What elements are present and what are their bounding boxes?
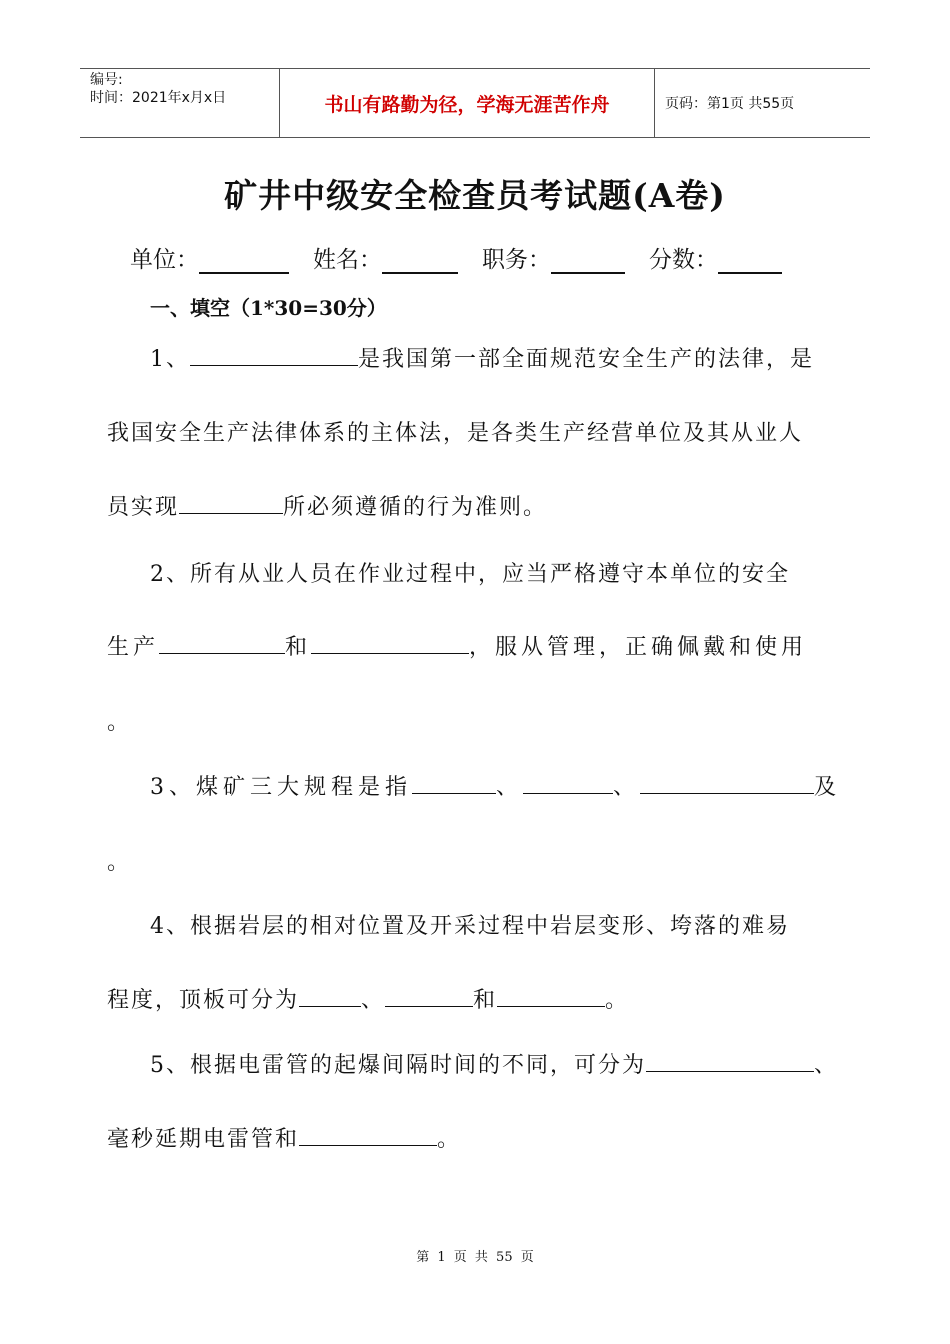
q4-text2b: 和 (473, 988, 498, 1013)
q1-text3a: 员实现 (107, 495, 180, 520)
q5-text2b: 。 (437, 1127, 462, 1152)
unit-blank[interactable] (199, 248, 289, 274)
q1-line2: 我国安全生产法律体系的主体法，是各类生产经营单位及其从业人 (107, 421, 804, 446)
q2-line2 (107, 630, 807, 661)
q5-line2 (107, 1122, 461, 1153)
score-label: 分数： (649, 247, 718, 273)
q5-text1b: 、 (814, 1053, 839, 1078)
q5-text1a: 5、根据电雷管的起爆间隔时间的不同，可分为 (150, 1053, 646, 1078)
q1-blank1[interactable] (190, 343, 358, 366)
q3-text1a: 3、煤矿三大规程是指 (150, 775, 412, 800)
q2-line1: 2、所有从业人员在作业过程中，应当严格遵守本单位的安全 (150, 562, 790, 587)
q3-blank1[interactable] (412, 771, 496, 794)
q4-blank1[interactable] (299, 984, 361, 1007)
q5-text2a: 毫秒延期电雷管和 (107, 1127, 300, 1152)
q3-blank2[interactable] (523, 771, 613, 794)
q4-text2c: 。 (605, 988, 630, 1013)
q4-text2a: 程度，顶板可分为 (107, 988, 300, 1013)
q1-text3b: 所必须遵循的行为准则。 (283, 495, 548, 520)
q2-line3: 。 (107, 710, 132, 735)
q1-line1 (150, 342, 814, 373)
q3-blank3[interactable] (640, 771, 814, 794)
q3-line1 (150, 770, 841, 801)
q2-blank1[interactable] (159, 631, 285, 654)
q4-blank2[interactable] (385, 984, 473, 1007)
code-label: 编号: (90, 72, 123, 88)
section-heading: 一、填空（1*30=30分） (150, 296, 387, 320)
q5-blank2[interactable] (299, 1123, 437, 1146)
q1-text1: 是我国第一部全面规范安全生产的法律，是 (358, 347, 815, 372)
q2-text2c: ，服从管理，正确佩戴和使用 (469, 635, 808, 660)
q4-blank3[interactable] (497, 984, 605, 1007)
q2-blank2[interactable] (311, 631, 469, 654)
q3-sep2: 、 (613, 775, 641, 800)
header-motto: 书山有路勤为径，学海无涯苦作舟 (280, 69, 655, 137)
q2-text2a: 生产 (107, 635, 160, 660)
position-blank[interactable] (551, 248, 625, 274)
q1-number: 1、 (150, 347, 190, 372)
info-fields (130, 241, 782, 274)
page-title: 矿井中级安全检查员考试题(A卷) (224, 176, 726, 215)
name-label: 姓名： (313, 247, 382, 273)
position-label: 职务： (482, 247, 551, 273)
q4-line1: 4、根据岩层的相对位置及开采过程中岩层变形、垮落的难易 (150, 914, 790, 939)
q3-line2: 。 (107, 850, 132, 875)
header-meta (80, 69, 280, 137)
header-page-info: 页码：第1页 共55页 (665, 96, 795, 112)
unit-label: 单位： (130, 247, 199, 273)
time-label: 时间：2021年x月x日 (90, 90, 227, 106)
q5-blank1[interactable] (646, 1049, 814, 1072)
q1-line3 (107, 490, 547, 521)
q5-line1 (150, 1048, 838, 1079)
q3-sep1: 、 (496, 775, 524, 800)
q4-sep1: 、 (361, 988, 386, 1013)
q2-text2b: 和 (285, 635, 312, 660)
score-blank[interactable] (718, 248, 782, 274)
q1-blank2[interactable] (179, 491, 283, 514)
q3-text1b: 及 (814, 775, 842, 800)
page-footer: 第 1 页 共 55 页 (416, 1250, 534, 1265)
q4-line2 (107, 983, 629, 1014)
name-blank[interactable] (382, 248, 458, 274)
header-table (80, 68, 870, 138)
